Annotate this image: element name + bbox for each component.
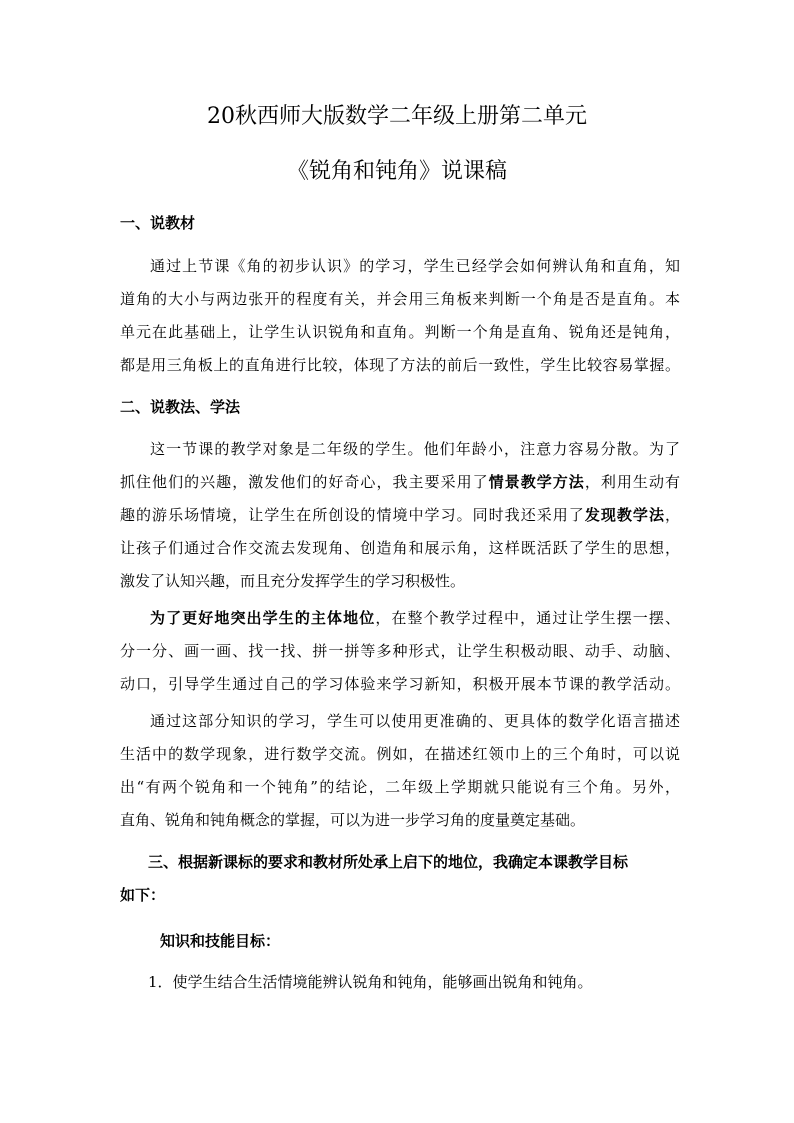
paragraph-line: 道角的大小与两边张开的程度有关，并会用三角板来判断一个角是否是直角。本: [120, 290, 680, 308]
objective-item-1: 1．使学生结合生活情境能辨认锐角和钝角，能够画出锐角和钝角。: [148, 973, 593, 991]
paragraph-line: 这一节课的教学对象是二年级的学生。他们年龄小，注意力容易分散。为了: [150, 440, 680, 458]
emphasis-situational-teaching: 情景教学方法: [488, 473, 585, 491]
document-title-line-2: 《锐角和钝角》说课稿: [286, 159, 507, 184]
paragraph-line: 单元在此基础上，让学生认识锐角和直角。判断一个角是直角、锐角还是钝角，: [120, 323, 680, 341]
paragraph-line: 通过这部分知识的学习，学生可以使用更准确的、更具体的数学化语言描述: [150, 712, 680, 730]
section-3-heading-line-2: 如下：: [120, 886, 166, 904]
paragraph-line: 生活中的数学现象，进行数学交流。例如，在描述红领巾上的三个角时，可以说: [120, 745, 680, 763]
paragraph-line: 分一分、画一画、找一找、拼一拼等多种形式，让学生积极动眼、动手、动脑、: [120, 642, 680, 660]
paragraph-line: 出“有两个锐角和一个钝角”的结论，二年级上学期就只能说有三个角。另外，: [120, 778, 680, 796]
document-title-line-1: 20秋西师大版数学二年级上册第二单元: [207, 104, 587, 129]
text-run: 抓住他们的兴趣，激发他们的好奇心，我主要采用了: [120, 473, 489, 491]
section-2-paragraph-2: [120, 602, 680, 701]
paragraph-line: [120, 602, 680, 635]
paragraph-line: [120, 499, 680, 532]
section-2-heading: 二、说教法、学法: [120, 398, 241, 416]
emphasis-discovery-method: 发现教学法: [584, 506, 665, 524]
section-3-heading-line-1: 三、根据新课标的要求和教材所处承上启下的地位，我确定本课教学目标: [148, 853, 629, 871]
section-2-paragraph-3: [120, 705, 680, 837]
paragraph-line: 动口，引导学生通过自己的学习体验来学习新知，积极开展本节课的教学活动。: [120, 675, 680, 693]
paragraph-line: 让孩子们通过合作交流去发现角、创造角和展示角，这样既活跃了学生的思想，: [120, 539, 680, 557]
section-1-paragraph: [120, 250, 680, 382]
text-run: ，在整个教学过程中，通过让学生摆一摆、: [375, 609, 680, 627]
section-1-heading: 一、说教材: [120, 214, 196, 232]
text-run: ，: [664, 506, 680, 524]
paragraph-line: 直角、锐角和钝角概念的掌握，可以为进一步学习角的度量奠定基础。: [120, 811, 586, 829]
emphasis-subject-status: 为了更好地突出学生的主体地位: [150, 609, 376, 627]
paragraph-line: 通过上节课《角的初步认识》的学习，学生已经学会如何辨认角和直角，知: [150, 257, 680, 275]
section-2-paragraph-1: [120, 433, 680, 598]
paragraph-line: [120, 466, 680, 499]
text-run: 趣的游乐场情境，让学生在所创设的情境中学习。同时我还采用了: [120, 506, 585, 524]
knowledge-skills-subheading: 知识和技能目标：: [160, 932, 281, 950]
paragraph-line: 都是用三角板上的直角进行比较，体现了方法的前后一致性，学生比较容易掌握。: [120, 356, 680, 374]
paragraph-line: 激发了认知兴趣，而且充分发挥学生的学习积极性。: [120, 572, 466, 590]
text-run: ，利用生动有: [584, 473, 680, 491]
